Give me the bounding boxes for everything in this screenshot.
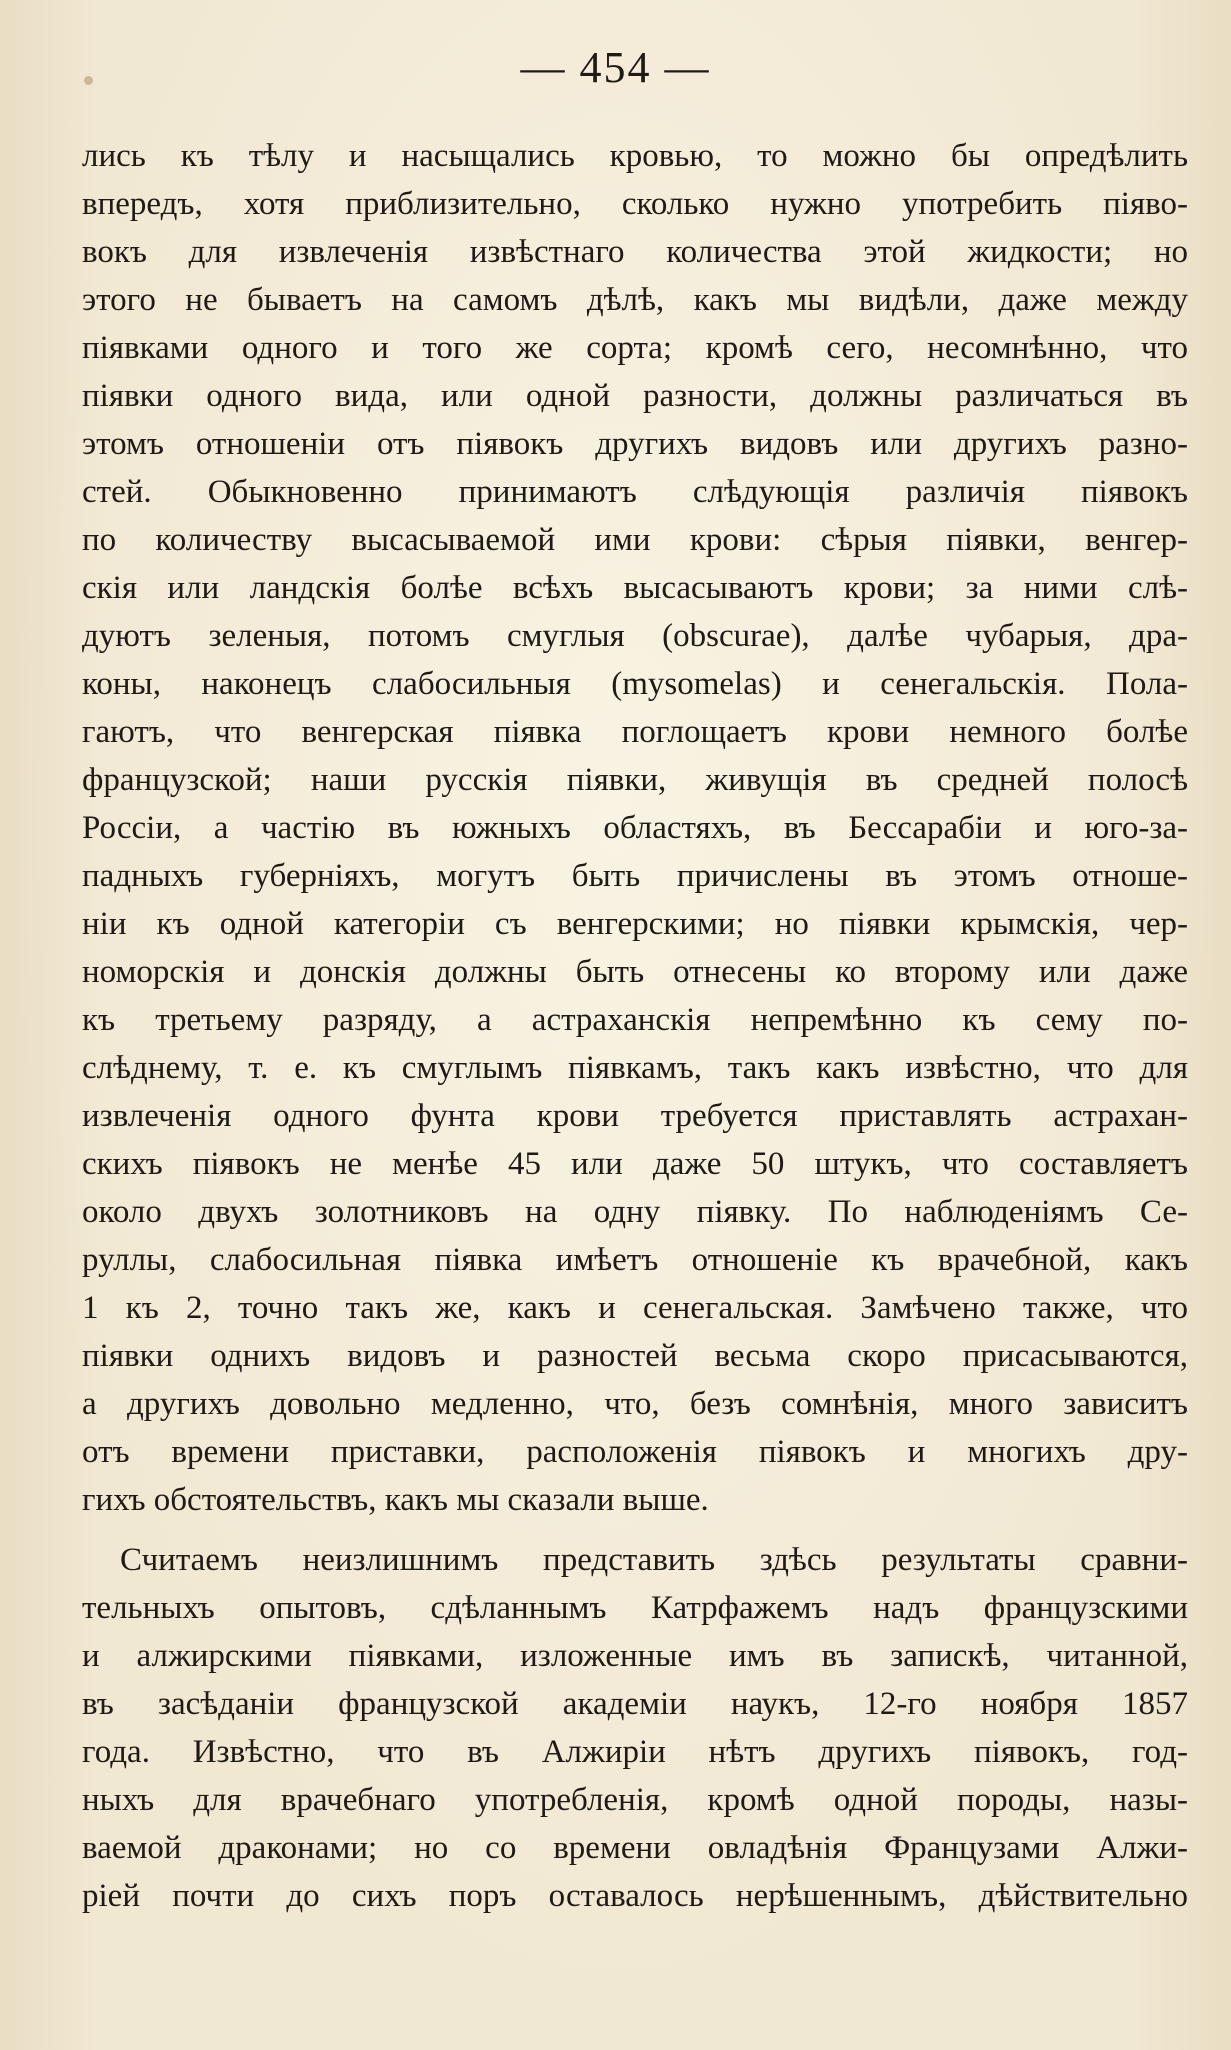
- text-line: стей. Обыкновенно принимаютъ слѣдующія различія піявокъ: [82, 474, 1188, 510]
- text-block: [82, 132, 1188, 1920]
- text-line: коны, наконецъ слабосильныя (mysomelas) и сенегальскія. Пола-: [82, 666, 1188, 702]
- text-line: гаютъ, что венгерская піявка поглощаетъ крови немного болѣе: [82, 714, 1188, 750]
- text-line: скихъ піявокъ не менѣе 45 или даже 50 штукъ, что составляетъ: [82, 1146, 1188, 1182]
- text-line: піявки однихъ видовъ и разностей весьма скоро присасываются,: [82, 1338, 1188, 1374]
- text-line: извлеченія одного фунта крови требуется приставлять астрахан-: [82, 1098, 1188, 1134]
- text-line: въ засѣданіи французской академіи наукъ, 12-го ноября 1857: [82, 1686, 1188, 1722]
- text-line: ваемой драконами; но со времени овладѣнія Французами Алжи-: [82, 1830, 1188, 1866]
- paragraph-gap: [82, 1524, 1188, 1536]
- text-line: этого не бываетъ на самомъ дѣлѣ, какъ мы видѣли, даже между: [82, 282, 1188, 318]
- text-line: піявки одного вида, или одной разности, должны различаться въ: [82, 378, 1188, 414]
- text-line: скія или ландскія болѣе всѣхъ высасываютъ крови; за ними слѣ-: [82, 570, 1188, 606]
- text-line: къ третьему разряду, а астраханскія непремѣнно къ сему по-: [82, 1002, 1188, 1038]
- text-line: слѣднему, т. е. къ смуглымъ піявкамъ, такъ какъ извѣстно, что для: [82, 1050, 1188, 1086]
- text-line: руллы, слабосильная піявка имѣетъ отношеніе къ врачебной, какъ: [82, 1242, 1188, 1278]
- text-line: Россіи, а частію въ южныхъ областяхъ, въ Бессарабіи и юго-за-: [82, 810, 1188, 846]
- text-line: ныхъ для врачебнаго употребленія, кромѣ одной породы, назы-: [82, 1782, 1188, 1818]
- text-line: лись къ тѣлу и насыщались кровью, то можно бы опредѣлить: [82, 138, 1188, 174]
- text-line: Считаемъ неизлишнимъ представить здѣсь результаты сравни-: [120, 1542, 1188, 1578]
- text-line: ніи къ одной категоріи съ венгерскими; но піявки крымскія, чер-: [82, 906, 1188, 942]
- text-line: французской; наши русскія піявки, живущія въ средней полосѣ: [82, 762, 1188, 798]
- text-line: этомъ отношеніи отъ піявокъ другихъ видовъ или другихъ разно-: [82, 426, 1188, 462]
- text-line: около двухъ золотниковъ на одну піявку. По наблюденіямъ Се-: [82, 1194, 1188, 1230]
- paragraph: [82, 1536, 1188, 1920]
- text-line: тельныхъ опытовъ, сдѣланнымъ Катрфажемъ надъ французскими: [82, 1590, 1188, 1626]
- text-line: дуютъ зеленыя, потомъ смуглыя (obscurae), далѣе чубарыя, дра-: [82, 618, 1188, 654]
- text-line: вокъ для извлеченія извѣстнаго количества этой жидкости; но: [82, 234, 1188, 270]
- text-line: падныхъ губерніяхъ, могутъ быть причислены въ этомъ отноше-: [82, 858, 1188, 894]
- text-line: и алжирскими піявками, изложенные имъ въ запискѣ, читанной,: [82, 1638, 1188, 1674]
- paragraph: [82, 132, 1188, 1524]
- text-line: по количеству высасываемой ими крови: сѣрыя піявки, венгер-: [82, 522, 1188, 558]
- text-line: впередъ, хотя приблизительно, сколько нужно употребить піяво-: [82, 186, 1188, 222]
- text-line: номорскія и донскія должны быть отнесены ко второму или даже: [82, 954, 1188, 990]
- text-line: 1 къ 2, точно такъ же, какъ и сенегальская. Замѣчено также, что: [82, 1290, 1188, 1326]
- text-line: ріей почти до сихъ поръ оставалось нерѣшеннымъ, дѣйствительно: [82, 1878, 1188, 1914]
- page-number: — 454 —: [520, 43, 711, 92]
- text-line: отъ времени приставки, расположенія піявокъ и многихъ дру-: [82, 1434, 1188, 1470]
- text-line: года. Извѣстно, что въ Алжиріи нѣтъ другихъ піявокъ, год-: [82, 1734, 1188, 1770]
- text-line: а другихъ довольно медленно, что, безъ сомнѣнія, много зависитъ: [82, 1386, 1188, 1422]
- text-line: піявками одного и того же сорта; кромѣ сего, несомнѣнно, что: [82, 330, 1188, 366]
- text-line: гихъ обстоятельствъ, какъ мы сказали выше.: [82, 1482, 709, 1518]
